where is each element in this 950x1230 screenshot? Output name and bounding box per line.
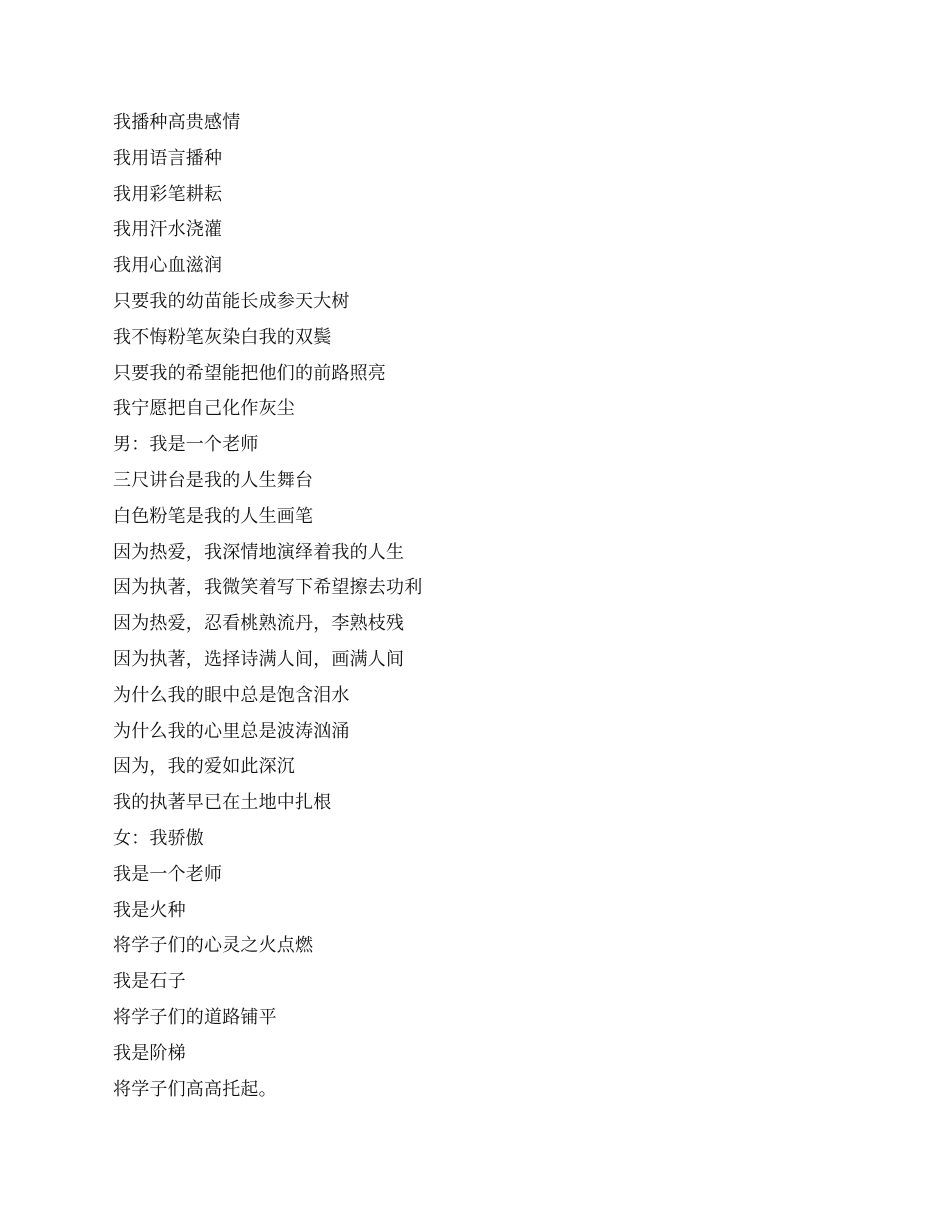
text-line: 我不悔粉笔灰染白我的双鬓	[113, 326, 332, 348]
text-line: 我的执著早已在土地中扎根	[113, 792, 332, 814]
text-line: 因为热爱，忍看桃熟流丹，李熟枝残	[113, 613, 405, 635]
text-line: 我是火种	[113, 899, 186, 921]
text-line: 我用心血滋润	[113, 255, 223, 277]
text-line: 将学子们的心灵之火点燃	[113, 935, 314, 957]
text-line: 我用彩笔耕耘	[113, 183, 223, 205]
text-line: 只要我的幼苗能长成参天大树	[113, 290, 350, 312]
text-line: 我用汗水浇灌	[113, 219, 223, 241]
text-line: 三尺讲台是我的人生舞台	[113, 469, 314, 491]
poem-text-block	[113, 110, 422, 1112]
text-line: 我用语言播种	[113, 147, 223, 169]
text-line: 因为热爱，我深情地演绎着我的人生	[113, 541, 405, 563]
text-line: 为什么我的眼中总是饱含泪水	[113, 684, 350, 706]
text-line: 将学子们高高托起。	[113, 1078, 277, 1100]
text-line: 我是阶梯	[113, 1042, 186, 1064]
text-line: 我播种高贵感情	[113, 112, 241, 133]
text-line: 因为执著，选择诗满人间，画满人间	[113, 648, 405, 670]
text-line: 将学子们的道路铺平	[113, 1006, 277, 1028]
text-line: 男：我是一个老师	[113, 434, 259, 456]
text-line: 白色粉笔是我的人生画笔	[113, 505, 314, 527]
text-line: 我宁愿把自己化作灰尘	[113, 398, 295, 420]
text-line: 因为，我的爱如此深沉	[113, 756, 295, 778]
text-line: 我是石子	[113, 971, 186, 993]
text-line: 为什么我的心里总是波涛汹涌	[113, 720, 350, 742]
text-line: 我是一个老师	[113, 863, 223, 885]
text-line: 因为执著，我微笑着写下希望擦去功利	[113, 577, 423, 599]
text-line: 女：我骄傲	[113, 827, 204, 849]
text-line: 只要我的希望能把他们的前路照亮	[113, 362, 386, 384]
